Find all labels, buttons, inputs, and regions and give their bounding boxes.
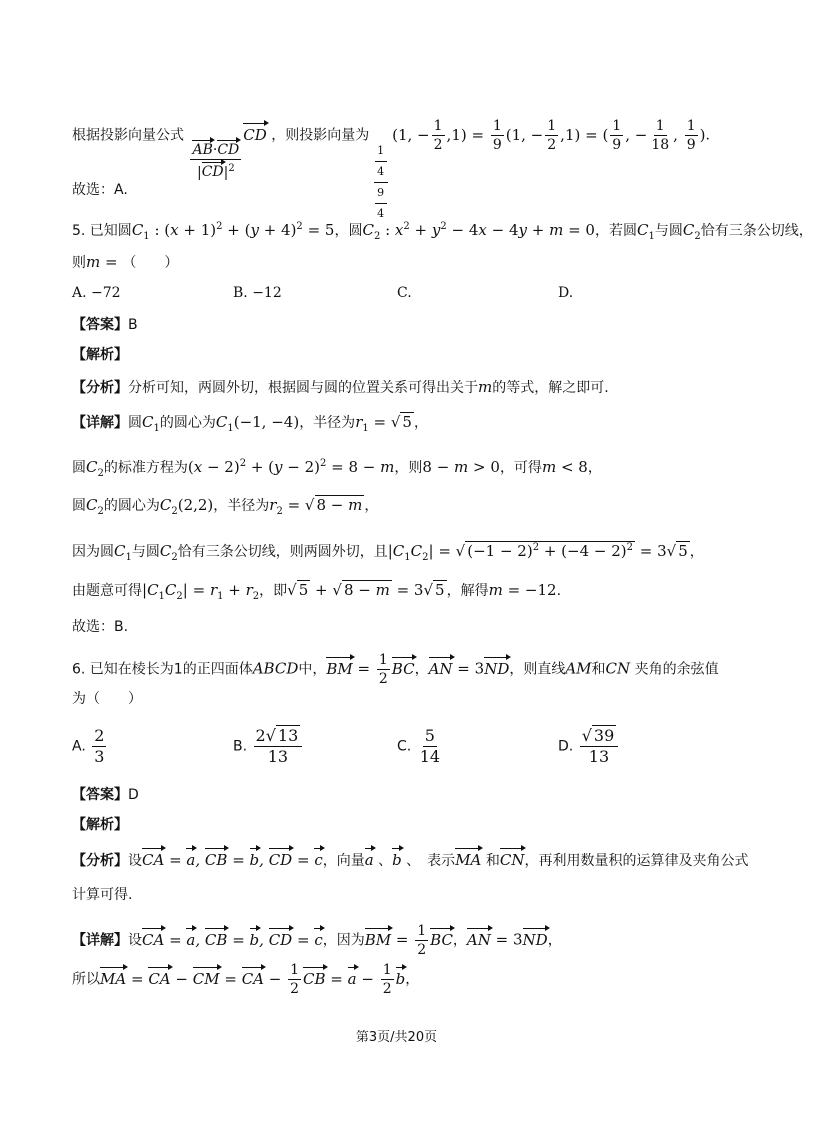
q6-answer: 【答案】D <box>72 787 139 803</box>
q5-detail-2: 圆$C_2$的标准方程为$(x - 2)^2 + (y - 2)^2 = 8 - m$，则8 − m > 0，可得m < 8， <box>72 458 602 479</box>
q6-detail-2: 所以MA = CA − CM = CA − $\frac{1}{2}$ CB = a − $\frac{1}{2}$ b， <box>72 962 420 997</box>
q6-option-a: A. $\frac{2}{3}$ <box>72 726 105 766</box>
q6-fenxi-2: 计算可得. <box>72 887 133 903</box>
q5-analysis-label: 【解析】 <box>72 347 128 363</box>
q5-option-b: B. −12 <box>233 285 282 301</box>
q6-detail-1: 【详解】设CA = a, CB = b, CD = c，因为BM = $\frac{1}{2}$ BC，AN = 3ND， <box>72 923 562 958</box>
q5-option-c: C. <box>397 285 412 301</box>
q5-detail-4: 因为圆$C_1$与圆$C_2$恰有三条公切线，则两圆外切，且$|C_1C_2|$ = √ $(-1 - 2)^2 + (-4 - 2)^2 = 3√$ 5 ， <box>72 542 704 563</box>
q6-stem: 6. 已知在棱长为1的正四面体ABCD中，BM = $\frac{1}{2}$ BC，AN = 3ND，则直线AM和CN 夹角的余弦值 <box>72 652 719 687</box>
q6-option-d: D. $\frac{√ 39}{13}$ <box>558 727 620 766</box>
projection-formula: $\frac{AB\cdot CD}{|CD|^2}$ <box>192 141 240 181</box>
q5-stem: 5. 已知圆$C_1$ : $(x + 1)^2 + (y + 4)^2 = 5$，圆$C_2$ : $x^2 + y^2 - 4x - 4y + m = 0$，若圆$C_1$与圆$C_2$恰有三条公切线， <box>72 221 813 242</box>
q5-option-d: D. <box>558 285 574 301</box>
page-footer: 第3页/共20页 <box>355 1030 438 1045</box>
projection-line: 根据投影向量公式 $\frac{AB\cdot CD}{|CD|^2}$ CD ，则投影向量为 1 4 9 4 (1, − $\frac{1}{2}$ ,1) = $\frac{1}{9}$ (1, − $\frac{1}{2}$ ,1) = ( $\frac{1}{9}$ , − $\frac{1}{18}$ , $\frac{1}{9}$ ). <box>72 118 710 224</box>
q6-option-c: C. $\frac{5}{14}$ <box>397 726 441 766</box>
projection-mid: ，则投影向量为 <box>271 127 370 144</box>
q5-answer: 【答案】B <box>72 317 138 333</box>
projection-nested-fraction: 1 4 9 4 <box>374 141 388 224</box>
q5-stem2: 则m = （ ） <box>72 253 179 271</box>
q5-fenxi: 【分析】分析可知，两圆外切，根据圆与圆的位置关系可得出关于m的等式，解之即可. <box>72 378 609 396</box>
q6-option-b: B. $\frac{2√ 13}{13}$ <box>233 727 304 766</box>
q5-detail-3: 圆$C_2$的圆心为$C_2(2,2)$，半径为$r_2$ = √ 8 − m ， <box>72 496 379 517</box>
projection-end: . <box>705 127 710 144</box>
q6-analysis-label: 【解析】 <box>72 817 128 833</box>
q4-choice: 故选：A. <box>72 182 128 198</box>
q6-fenxi: 【分析】设CA = a, CB = b, CD = c，向量a 、b 、 表示MA 和CN，再利用数量积的运算律及夹角公式 <box>72 851 749 869</box>
q5-option-a: A. −72 <box>72 285 121 301</box>
projection-prefix: 根据投影向量公式 <box>72 127 184 144</box>
q5-choice: 故选：B. <box>72 619 129 635</box>
q6-stem2: 为（ ） <box>72 691 142 707</box>
q5-detail-5: 由题意可得$|C_1C_2| = r_1 + r_2$，即√ 5 + √ 8 − m = 3√ 5 ，解得m = −12. <box>72 581 562 602</box>
projection-result: (1, − $\frac{1}{2}$ ,1) = $\frac{1}{9}$ (1, − $\frac{1}{2}$ ,1) = ( $\frac{1}{9}$ , − $\frac{1}{18}$ , $\frac{1}{9}$ ) <box>392 118 706 153</box>
q5-detail-1: 【详解】圆$C_1$的圆心为$C_1(-1$, −4)，半径为$r_1$ = √ 5 ， <box>72 413 428 434</box>
